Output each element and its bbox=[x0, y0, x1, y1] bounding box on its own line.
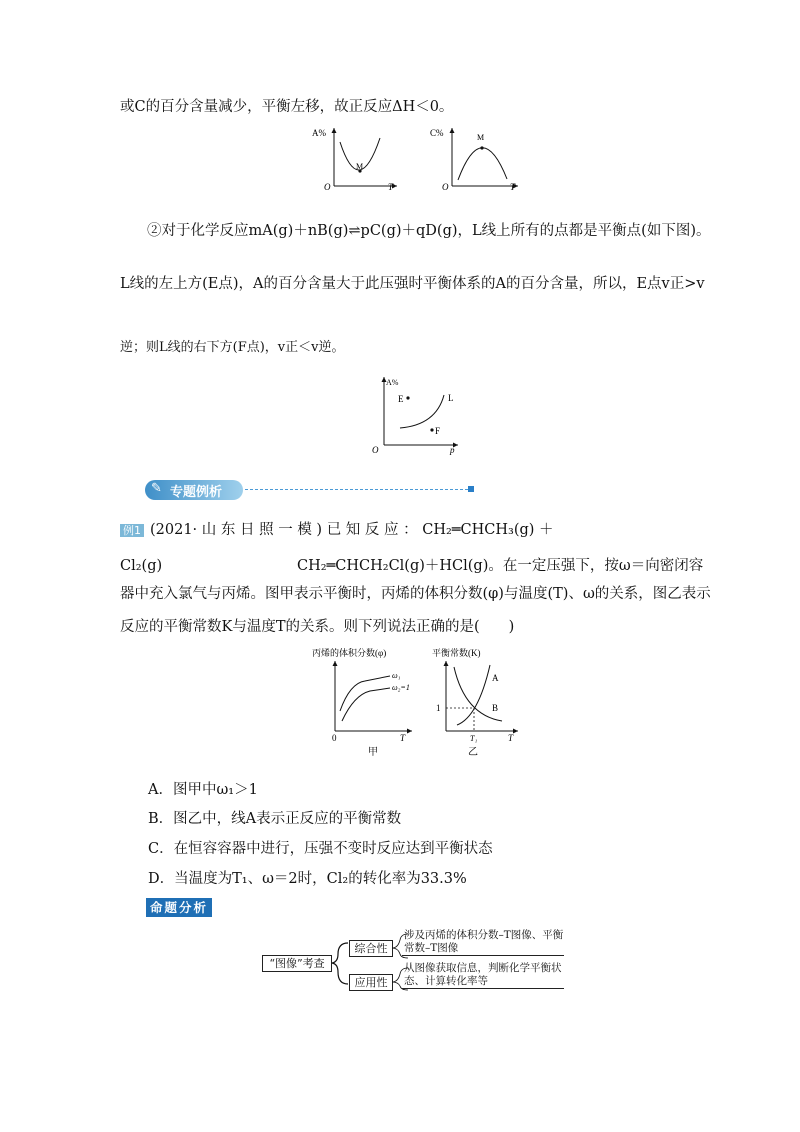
mindmap-detail-2: 从图像获取信息，判断化学平衡状态、计算转化率等 bbox=[402, 962, 564, 989]
fig1-origin: O bbox=[324, 182, 331, 192]
jia-xlabel: T bbox=[400, 733, 406, 743]
figure-yi bbox=[430, 645, 525, 760]
example-tag: 例1 bbox=[120, 524, 144, 537]
pencil-icon: ✎ bbox=[151, 481, 162, 496]
example-line-3: 器中充入氯气与丙烯。图甲表示平衡时，丙烯的体积分数(φ)与温度(T)、ω的关系，图乙表示 bbox=[120, 586, 711, 602]
yi-line-b: B bbox=[492, 703, 499, 713]
fig1-ylabel: A% bbox=[312, 128, 326, 138]
yi-xlabel: T bbox=[508, 733, 514, 743]
fig3-curve-l: L bbox=[448, 393, 454, 403]
mindmap-root: “图像”考查 bbox=[262, 955, 332, 972]
fig3-xlabel: p bbox=[450, 445, 455, 455]
text-line-2: ②对于化学反应mA(g)＋nB(g)⇌pC(g)＋qD(g)，L线上所有的点都是平衡点(如下图)。 bbox=[147, 223, 711, 239]
fig1-xlabel: T bbox=[388, 182, 394, 192]
jia-series-2: ω₂=1 bbox=[392, 683, 410, 692]
mindmap-branch-1: 综合性 bbox=[349, 940, 393, 957]
option-b: B．图乙中，线A表示正反应的平衡常数 bbox=[148, 811, 402, 827]
fig2-ylabel: C% bbox=[430, 128, 444, 138]
example-line-2a: Cl₂(g) bbox=[120, 558, 163, 574]
jia-title: 丙烯的体积分数(φ) bbox=[312, 648, 387, 658]
jia-series-1: ω₁ bbox=[392, 671, 401, 680]
fig1-point-m: M bbox=[356, 162, 364, 171]
section-dashed-line bbox=[245, 489, 468, 490]
text-line-4: 逆；则L线的右下方(F点)，v正＜v逆。 bbox=[120, 340, 345, 355]
yi-tick-1: 1 bbox=[436, 703, 441, 713]
figure-c-percent bbox=[430, 124, 525, 194]
fig3-ylabel: A% bbox=[386, 378, 399, 387]
example-line-2b: CH₂═CHCH₂Cl(g)＋HCl(g)。在一定压强下，按ω＝向密闭容 bbox=[297, 558, 704, 574]
mindmap-branch-2: 应用性 bbox=[349, 974, 393, 991]
fig3-origin: O bbox=[372, 445, 379, 455]
fig3-point-f: F bbox=[435, 426, 441, 436]
jia-origin: 0 bbox=[332, 733, 337, 743]
yi-tick-t1: T₁ bbox=[470, 734, 478, 743]
example-text-1: (2021· 山 东 日 照 一 模 ) 已 知 反 应 ： CH₂═CHCH₃(g) ＋ bbox=[150, 522, 554, 538]
example-line-1 bbox=[120, 520, 680, 541]
jia-caption: 甲 bbox=[368, 747, 378, 758]
text-line-3: L线的左上方(E点)，A的百分含量大于此压强时平衡体系的A的百分含量，所以，E点v正>v bbox=[120, 276, 705, 292]
section-banner bbox=[145, 480, 243, 500]
option-a: A．图甲中ω₁＞1 bbox=[148, 782, 258, 798]
section-title: 专题例析 bbox=[170, 485, 223, 500]
figure-a-percent-pressure bbox=[370, 373, 465, 458]
text-line-1: 或C的百分含量减少，平衡左移，故正反应ΔH＜0。 bbox=[120, 99, 454, 115]
fig2-xlabel: T bbox=[510, 182, 516, 192]
fig2-origin: O bbox=[442, 182, 449, 192]
figure-jia bbox=[310, 645, 420, 760]
yi-line-a: A bbox=[492, 673, 499, 683]
analysis-title: 命题分析 bbox=[146, 898, 212, 917]
figure-a-percent bbox=[312, 124, 402, 194]
example-line-4: 反应的平衡常数K与温度T的关系。则下列说法正确的是( ) bbox=[120, 619, 515, 635]
yi-title: 平衡常数(K) bbox=[432, 648, 481, 658]
fig3-point-e: E bbox=[398, 394, 404, 404]
option-d: D．当温度为T₁、ω＝2时，Cl₂的转化率为33.3% bbox=[148, 871, 467, 887]
fig2-point-m: M bbox=[477, 133, 485, 142]
section-line-end-marker bbox=[468, 486, 474, 492]
mindmap-detail-1: 涉及丙烯的体积分数–T图像、平衡常数–T图像 bbox=[404, 929, 564, 954]
yi-caption: 乙 bbox=[468, 747, 478, 758]
mindmap-brace bbox=[330, 940, 350, 988]
option-c: C．在恒容容器中进行，压强不变时反应达到平衡状态 bbox=[148, 841, 493, 857]
